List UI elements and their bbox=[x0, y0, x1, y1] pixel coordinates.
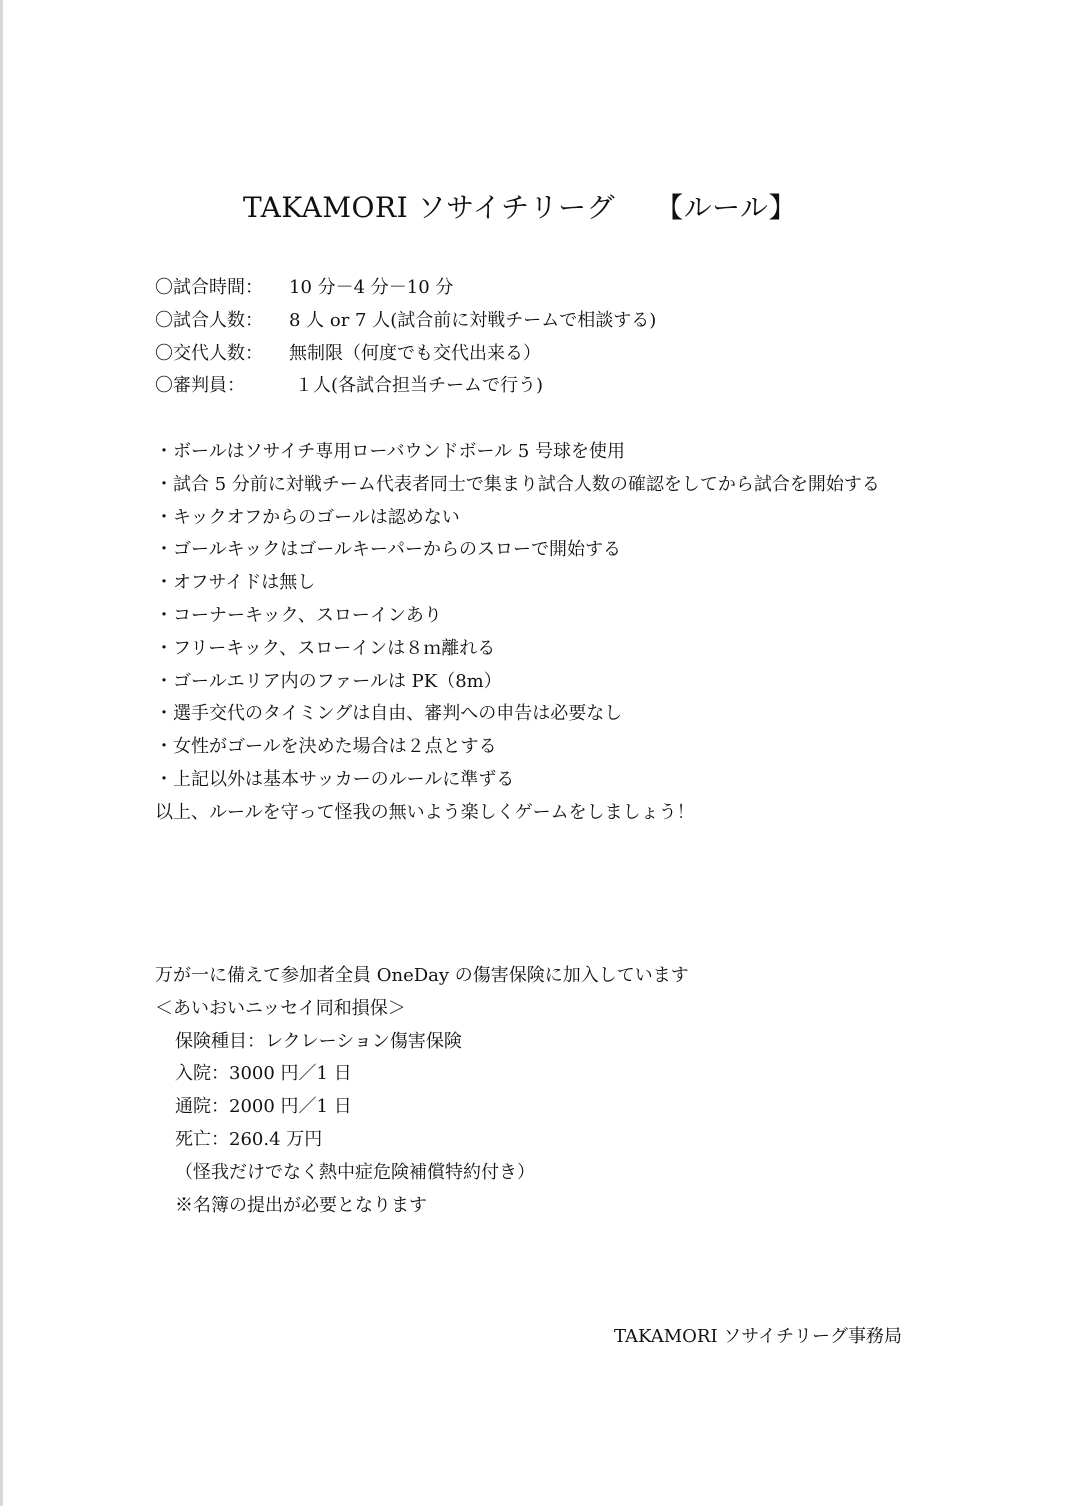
spec-item-referee bbox=[155, 370, 656, 403]
spec-value: １人(各試合担当チームで行う) bbox=[295, 375, 544, 397]
rule-item: ・選手交代のタイミングは自由、審判への申告は必要なし bbox=[155, 703, 623, 725]
footer-organizer: TAKAMORI ソサイチリーグ事務局 bbox=[614, 1326, 903, 1347]
insurance-company: ＜あいおいニッセイ同和損保＞ bbox=[155, 997, 406, 1019]
page-edge bbox=[0, 0, 3, 1506]
rule-item: ・ゴールキックはゴールキーパーからのスローで開始する bbox=[155, 539, 622, 561]
rule-item: ・フリーキック、スローインは８ｍ離れる bbox=[155, 637, 496, 659]
insurance-note: （怪我だけでなく熱中症危険補償特約付き） bbox=[175, 1161, 535, 1183]
insurance-death: 死亡：260.4 万円 bbox=[175, 1128, 323, 1150]
rule-item: ・ゴールエリア内のファールは PK（8m） bbox=[155, 670, 502, 692]
title-rules: 【ルール】 bbox=[655, 191, 798, 224]
spec-label: 〇交代人数： bbox=[155, 342, 263, 364]
spec-label: 〇試合時間： bbox=[155, 277, 263, 298]
match-spec-list bbox=[155, 272, 656, 403]
insurance-intro: 万が一に備えて参加者全員 OneDay の傷害保険に加入しています bbox=[155, 965, 689, 986]
closing-message: 以上、ルールを守って怪我の無いよう楽しくゲームをしましょう！ bbox=[155, 801, 695, 823]
spec-value: 10 分－4 分－10 分 bbox=[289, 277, 454, 298]
rules-list bbox=[155, 436, 880, 830]
roster-note: ※名簿の提出が必要となります bbox=[175, 1194, 427, 1216]
rule-item: ・上記以外は基本サッカーのルールに準ずる bbox=[155, 768, 515, 790]
rule-item: ・キックオフからのゴールは認めない bbox=[155, 506, 460, 528]
insurance-type: 保険種目：レクレーション傷害保険 bbox=[175, 1030, 462, 1052]
insurance-info bbox=[155, 960, 689, 1222]
insurance-outpatient: 通院：2000 円／1 日 bbox=[175, 1096, 352, 1118]
rule-item: ・ボールはソサイチ専用ローバウンドボール 5 号球を使用 bbox=[155, 441, 626, 462]
title-main: TAKAMORI ソサイチリーグ bbox=[243, 191, 616, 224]
spec-item-match-time bbox=[155, 272, 656, 305]
spec-value: 無制限（何度でも交代出来る） bbox=[289, 342, 541, 364]
spec-label: 〇審判員： bbox=[155, 375, 245, 397]
page-title bbox=[243, 186, 797, 226]
spec-item-substitutions bbox=[155, 338, 656, 371]
rule-item: ・女性がゴールを決めた場合は２点とする bbox=[155, 736, 497, 758]
rule-item: ・オフサイドは無し bbox=[155, 572, 316, 594]
rule-item: ・試合 5 分前に対戦チーム代表者同士で集まり試合人数の確認をしてから試合を開始する bbox=[155, 473, 880, 495]
insurance-hospitalization: 入院：3000 円／1 日 bbox=[175, 1063, 352, 1085]
spec-value: 8 人 or 7 人(試合前に対戦チームで相談する) bbox=[289, 309, 657, 331]
rule-item: ・コーナーキック、スローインあり bbox=[155, 604, 442, 626]
spec-label: 〇試合人数： bbox=[155, 309, 263, 331]
spec-item-player-count bbox=[155, 305, 656, 338]
